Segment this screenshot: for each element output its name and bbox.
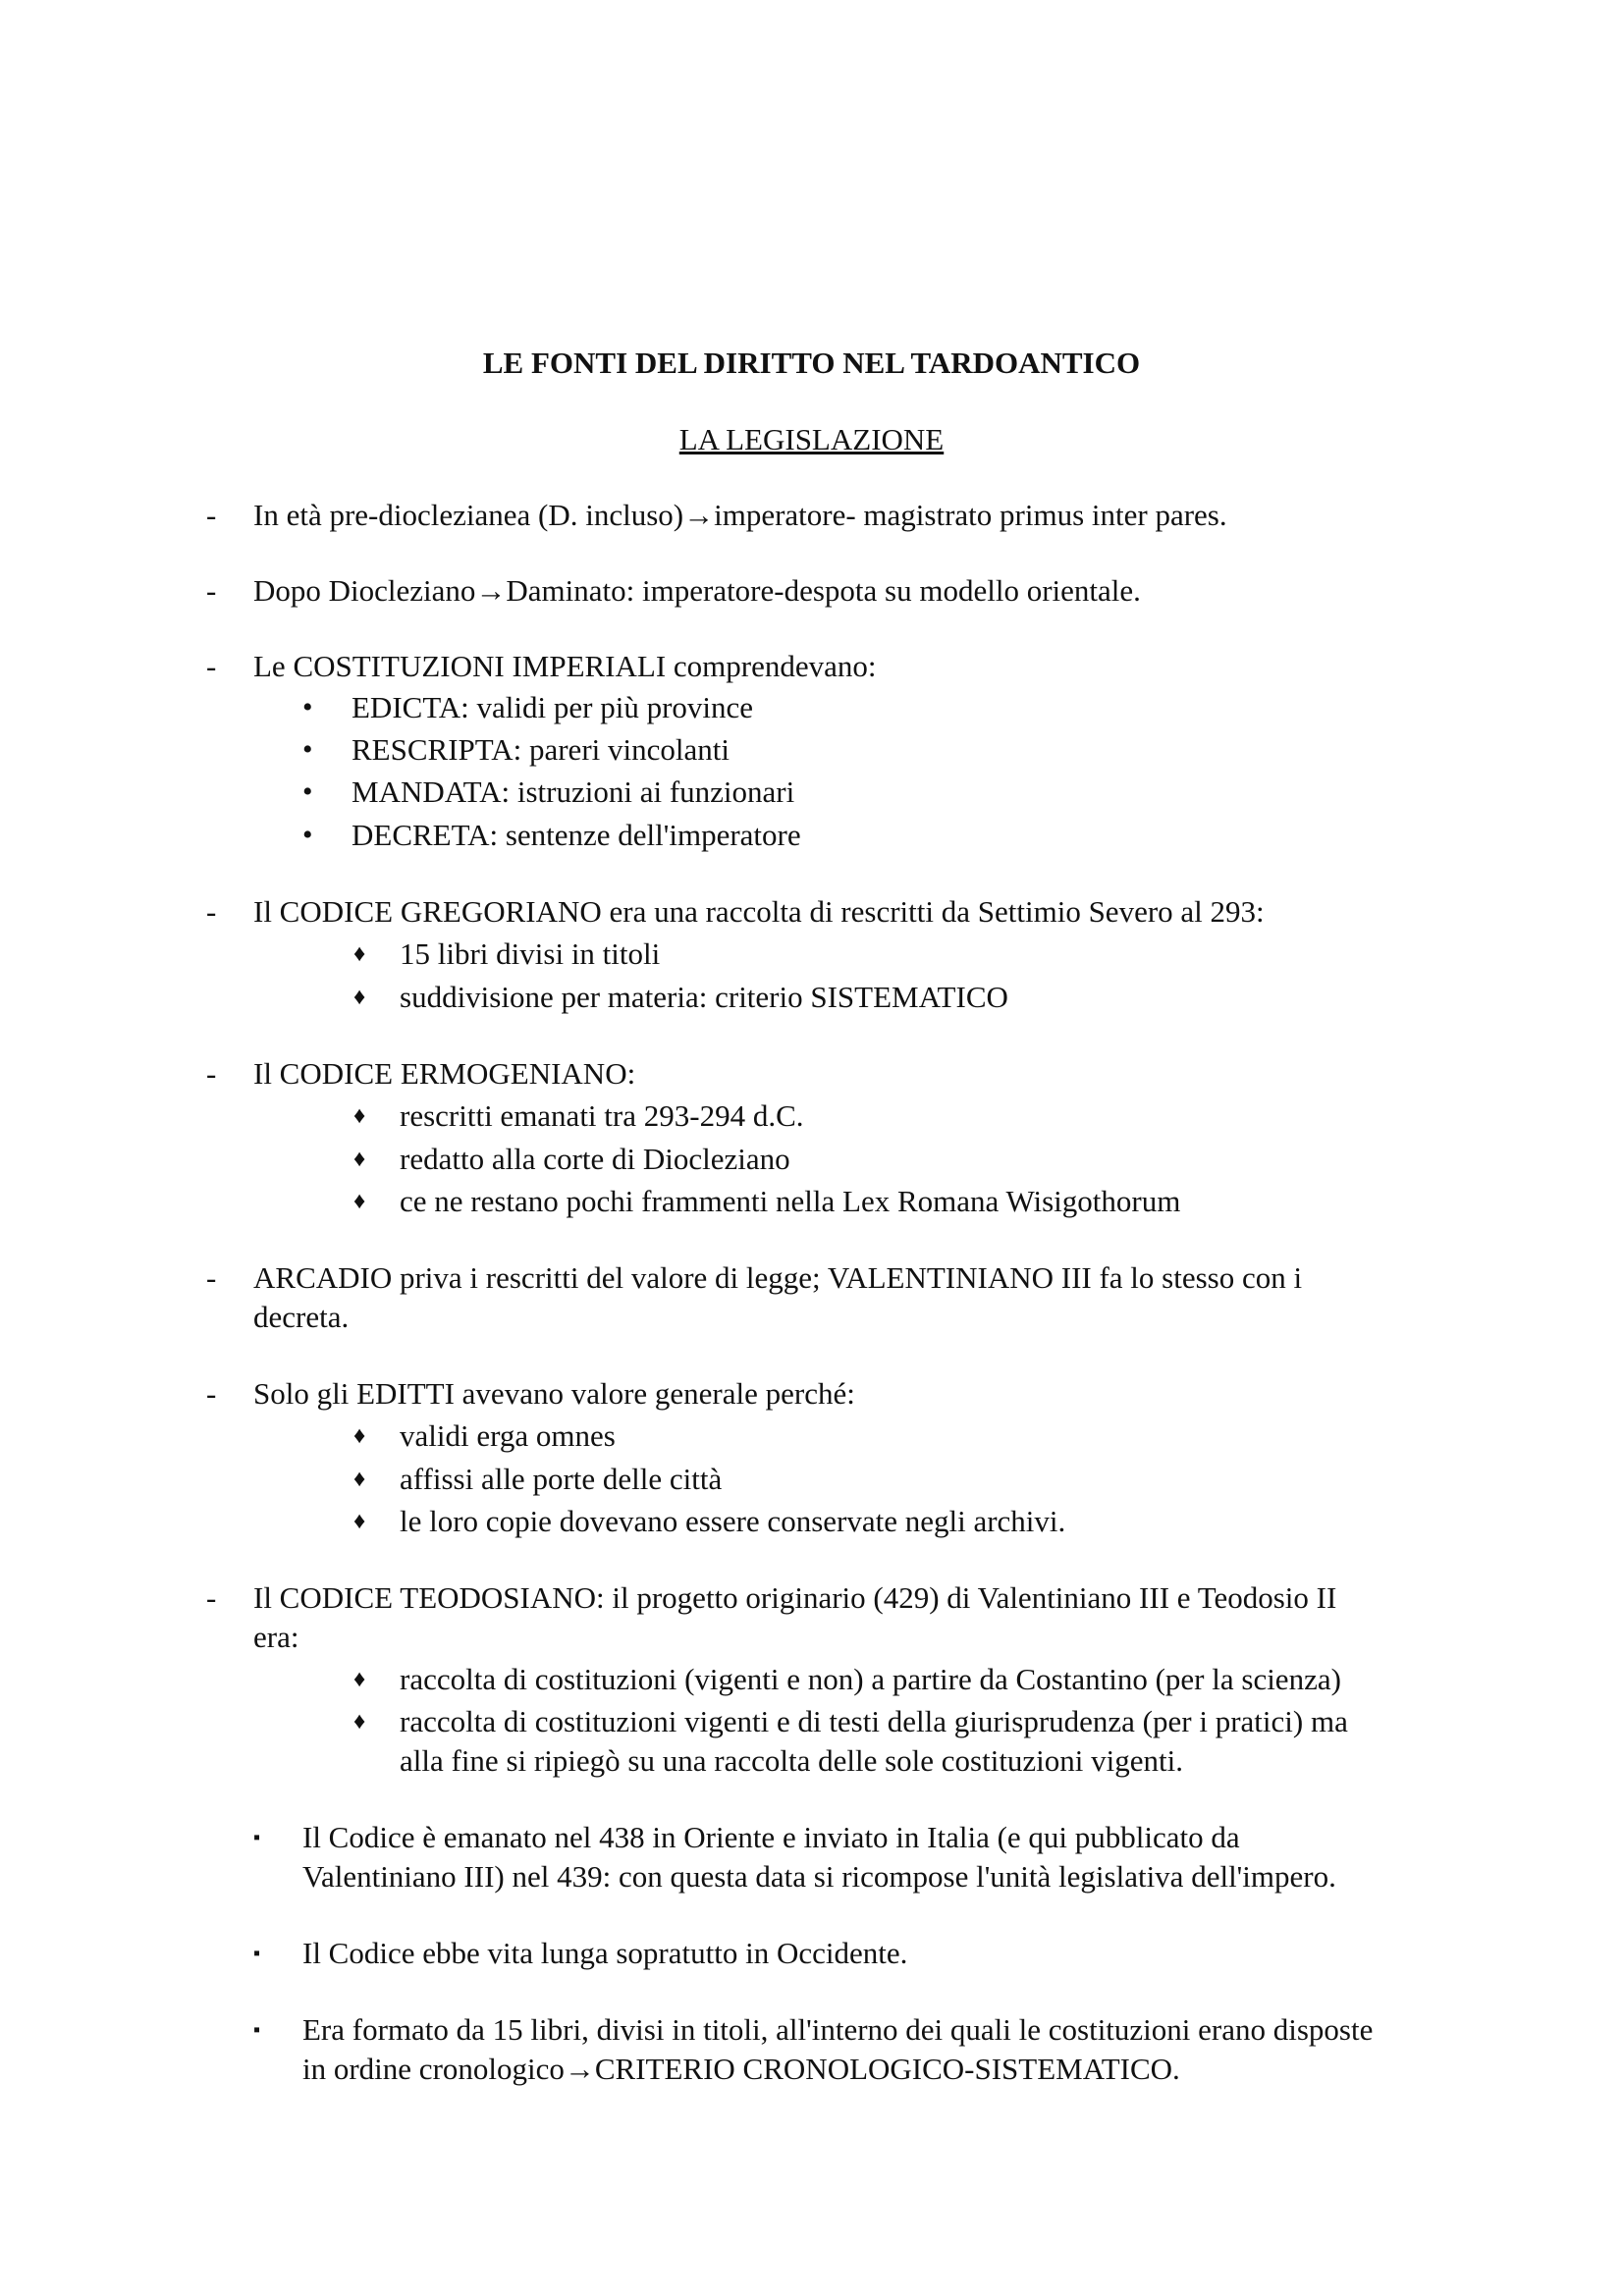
bullet-dot-icon: • — [302, 733, 313, 766]
dash-marker: - — [206, 573, 217, 608]
diamond-bullet-icon: ♦ — [353, 1509, 366, 1534]
list-item: Le COSTITUZIONI IMPERIALI comprendevano: — [253, 649, 877, 683]
dash-marker: - — [206, 1580, 217, 1615]
sub-list-item: validi erga omnes — [400, 1418, 616, 1453]
note-item-line: Valentiniano III) nel 439: con questa data si ricompose l'unità legislativa dell'impero. — [302, 1859, 1336, 1894]
sub-list-item: MANDATA: istruzioni ai funzionari — [352, 774, 795, 809]
bullet-dot-icon: • — [302, 775, 313, 808]
diamond-bullet-icon: ♦ — [353, 1147, 366, 1172]
note-item-line: in ordine cronologico→CRITERIO CRONOLOGICO-SISTEMATICO. — [302, 2052, 1180, 2086]
bullet-dot-icon: • — [302, 691, 313, 723]
diamond-bullet-icon: ♦ — [353, 1709, 366, 1735]
sub-list-item: redatto alla corte di Diocleziano — [400, 1142, 790, 1176]
diamond-bullet-icon: ♦ — [353, 1103, 366, 1129]
section-heading: LA LEGISLAZIONE — [678, 422, 945, 456]
list-item: Solo gli EDITTI avevano valore generale perché: — [253, 1376, 855, 1411]
list-item: Dopo Diocleziano→Daminato: imperatore-despota su modello orientale. — [253, 573, 1141, 608]
list-item-line: ARCADIO priva i rescritti del valore di legge; VALENTINIANO III fa lo stesso con i — [253, 1260, 1303, 1295]
list-item-line: era: — [253, 1620, 299, 1654]
dash-marker: - — [206, 1376, 217, 1411]
sub-list-item: DECRETA: sentenze dell'imperatore — [352, 818, 801, 852]
sub-list-item: raccolta di costituzioni (vigenti e non) a partire da Costantino (per la scienza) — [400, 1662, 1341, 1696]
note-item-line: Il Codice è emanato nel 438 in Oriente e inviato in Italia (e qui pubblicato da — [302, 1820, 1240, 1854]
dash-marker: - — [206, 498, 217, 532]
list-item: Il CODICE GREGORIANO era una raccolta di rescritti da Settimio Severo al 293: — [253, 894, 1265, 929]
bullet-dot-icon: • — [302, 819, 313, 851]
list-item-line: Il CODICE TEODOSIANO: il progetto originario (429) di Valentiniano III e Teodosio II — [253, 1580, 1337, 1615]
sub-list-item: ce ne restano pochi frammenti nella Lex Romana Wisigothorum — [400, 1184, 1181, 1218]
sub-list-item: le loro copie dovevano essere conservate negli archivi. — [400, 1504, 1066, 1538]
square-bullet-icon: ▪ — [253, 1827, 261, 1848]
sub-list-item: 15 libri divisi in titoli — [400, 936, 661, 971]
list-item: In età pre-dioclezianea (D. incluso)→imperatore- magistrato primus inter pares. — [253, 498, 1227, 532]
sub-list-item-line: alla fine si ripiegò su una raccolta delle sole costituzioni vigenti. — [400, 1743, 1184, 1778]
sub-list-item: suddivisione per materia: criterio SISTEMATICO — [400, 980, 1008, 1014]
note-item-line: Era formato da 15 libri, divisi in titoli, all'interno dei quali le costituzioni erano disposte — [302, 2012, 1374, 2047]
sub-list-item-line: raccolta di costituzioni vigenti e di testi della giurisprudenza (per i pratici) ma — [400, 1704, 1348, 1738]
diamond-bullet-icon: ♦ — [353, 941, 366, 967]
sub-list-item: affissi alle porte delle città — [400, 1462, 723, 1496]
diamond-bullet-icon: ♦ — [353, 1467, 366, 1492]
sub-list-item: RESCRIPTA: pareri vincolanti — [352, 732, 730, 767]
dash-marker: - — [206, 894, 217, 929]
diamond-bullet-icon: ♦ — [353, 985, 366, 1010]
list-item-line: decreta. — [253, 1300, 350, 1334]
sub-list-item: rescritti emanati tra 293-294 d.C. — [400, 1098, 804, 1133]
dash-marker: - — [206, 1260, 217, 1295]
note-item: Il Codice ebbe vita lunga sopratutto in Occidente. — [302, 1936, 908, 1970]
square-bullet-icon: ▪ — [253, 1943, 261, 1964]
diamond-bullet-icon: ♦ — [353, 1423, 366, 1449]
diamond-bullet-icon: ♦ — [353, 1189, 366, 1214]
diamond-bullet-icon: ♦ — [353, 1667, 366, 1692]
dash-marker: - — [206, 649, 217, 683]
sub-list-item: EDICTA: validi per più province — [352, 690, 754, 724]
square-bullet-icon: ▪ — [253, 2019, 261, 2041]
dash-marker: - — [206, 1056, 217, 1091]
list-item: Il CODICE ERMOGENIANO: — [253, 1056, 636, 1091]
page-title: LE FONTI DEL DIRITTO NEL TARDOANTICO — [482, 346, 1141, 380]
